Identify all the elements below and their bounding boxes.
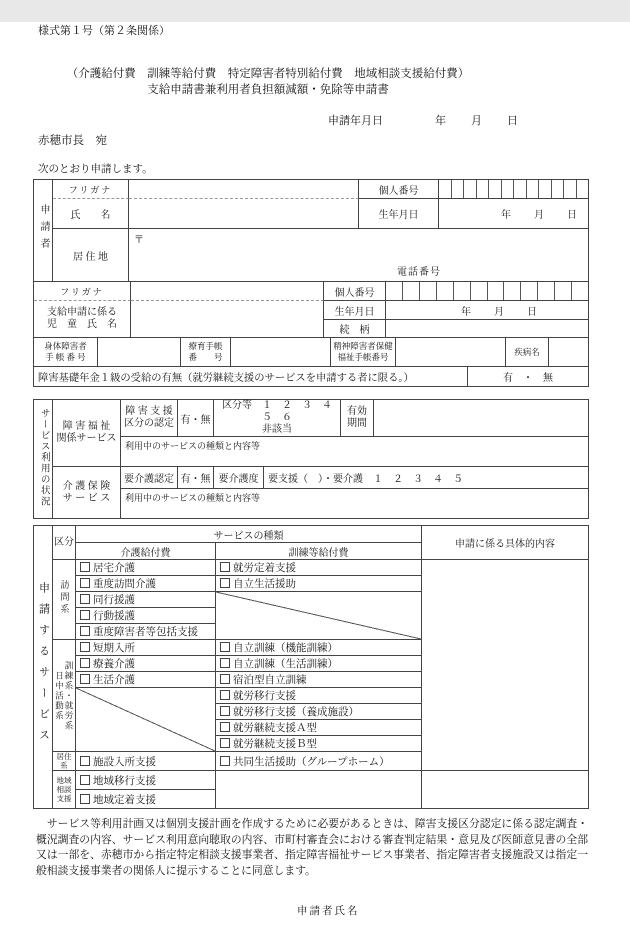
service-item: 地域定着支援	[76, 790, 216, 809]
digit-box[interactable]	[419, 282, 436, 300]
application-date-fields: 年 月 日	[435, 115, 519, 127]
service-item: 短期入所	[76, 640, 216, 656]
applicant-section-label: 申請者	[34, 180, 53, 282]
digit-box[interactable]	[470, 282, 487, 300]
digit-box[interactable]	[453, 282, 470, 300]
form-page	[0, 22, 630, 925]
checkbox-icon[interactable]	[80, 562, 90, 572]
pension-options[interactable]: 有 ・ 無	[468, 367, 589, 387]
child-furigana-label: フリガナ	[34, 282, 131, 301]
digit-box[interactable]	[576, 180, 589, 198]
checkbox-icon[interactable]	[80, 578, 90, 588]
disability-in-use-field[interactable]: 利用中のサービスの種類と内容等	[121, 437, 589, 467]
checkbox-icon[interactable]	[220, 642, 230, 652]
service-item: 就労移行支援（養成施設）	[216, 704, 422, 720]
ryoiku-handbook-field[interactable]	[231, 338, 331, 367]
kaigo-hoken-label: 介 護 保 険 サ ー ビ ス	[53, 467, 121, 519]
validity-period-field[interactable]	[374, 400, 589, 437]
service-item: 重度訪問介護	[76, 576, 216, 592]
digit-box[interactable]	[537, 282, 554, 300]
child-name-label: 支給申請に係る 児 童 氏 名	[34, 301, 131, 338]
service-item: 就労継続支援Ｂ型	[216, 736, 422, 752]
child-name-field[interactable]	[131, 301, 324, 338]
yokaigo-cert-label: 要介護認定	[121, 467, 178, 489]
postal-mark: 〒	[134, 235, 144, 246]
service-item: 居宅介護	[76, 560, 216, 576]
intro-text: 次のとおり申請します。	[38, 164, 153, 175]
applicant-furigana-field[interactable]	[129, 180, 359, 199]
applicant-birth-label: 生年月日	[359, 199, 439, 229]
service-item: 療養介護	[76, 656, 216, 672]
digit-box[interactable]	[503, 282, 520, 300]
checkbox-icon[interactable]	[220, 658, 230, 668]
child-table	[33, 281, 589, 338]
validity-period-label: 有効 期間	[341, 400, 374, 437]
checkbox-icon[interactable]	[80, 642, 90, 652]
yokaigo-cert-options[interactable]: 有・無	[178, 467, 214, 489]
applicant-personal-number-label: 個人番号	[359, 180, 439, 199]
mental-handbook-field[interactable]	[396, 338, 506, 367]
form-title	[33, 66, 503, 98]
pension-question: 障害基礎年金１級の受給の有無（就労継続支援のサービスを申請する者に限る。）	[34, 367, 468, 387]
checkbox-icon[interactable]	[80, 658, 90, 668]
child-personal-number-label: 個人番号	[324, 282, 386, 301]
physical-handbook-label: 身体障害者 手 帳 番 号	[34, 338, 98, 367]
digit-box[interactable]	[554, 282, 571, 300]
applicant-birth-field[interactable]: 年 月 日	[439, 199, 589, 229]
pension-table	[33, 366, 589, 387]
diagonal-blank-cell	[216, 592, 422, 640]
digit-box[interactable]	[571, 282, 588, 300]
digit-box[interactable]	[488, 180, 501, 198]
kaigo-benefit-header: 介護給付費	[76, 543, 216, 560]
yokaigo-level-label: 要介護度	[214, 467, 264, 489]
applicant-address-label: 居 住 地	[53, 229, 129, 282]
kunren-benefit-header: 訓練等給付費	[216, 543, 422, 560]
checkbox-icon[interactable]	[220, 674, 230, 684]
yokaigo-level-options[interactable]: 要支援（ ）・要介護 １ ２ ３ ４ ５	[264, 467, 589, 489]
disease-field[interactable]	[549, 338, 589, 367]
digit-box[interactable]	[551, 180, 564, 198]
service-status-table	[33, 399, 589, 519]
applicant-signature-label: 申請者氏名	[297, 906, 360, 917]
service-item: 自立訓練（生活訓練）	[216, 656, 422, 672]
diagonal-blank-cell	[76, 688, 216, 752]
digit-box[interactable]	[487, 282, 504, 300]
applicant-name-field[interactable]	[129, 199, 359, 229]
child-relation-field[interactable]	[386, 320, 589, 338]
ryoiku-handbook-label: 療育手帳 番 号	[181, 338, 231, 367]
personal-number-boxes[interactable]	[386, 282, 588, 300]
group-nicchu-label: 日中活動系 訓練系・就労系	[53, 640, 76, 752]
physical-handbook-field[interactable]	[98, 338, 181, 367]
phone-label: 電話番号	[397, 267, 441, 278]
service-item: 自立訓練（機能訓練）	[216, 640, 422, 656]
personal-number-boxes[interactable]	[439, 180, 588, 198]
checkbox-icon[interactable]	[220, 578, 230, 588]
consent-paragraph: サービス等利用計画又は個別支援計画を作成するために必要があるときは、障害支援区分認定に係る認定調査・概況調査の内容、サービス利用意向聴取の内容、市町村審査会における審査判定結果・意見及び医師意見書の全部又は一部を、赤穂市から指定特定相談支援事業者、指定障害福祉サービス事業者、指定障害者支援施設又は指定一般相談支援事業者の関係人に提示することに同意します。	[36, 818, 588, 877]
checkbox-icon[interactable]	[220, 722, 230, 732]
digit-box[interactable]	[386, 282, 402, 300]
service-item: 宿泊型自立訓練	[216, 672, 422, 688]
service-item: 地域移行支援	[76, 771, 216, 790]
kaigo-hoken-in-use-field[interactable]: 利用中のサービスの種類と内容等	[121, 489, 589, 519]
checkbox-icon[interactable]	[80, 775, 90, 785]
applicant-name-label: 氏 名	[53, 199, 129, 229]
detail-field-main[interactable]	[422, 560, 589, 771]
applicant-personal-number-field[interactable]	[439, 180, 589, 199]
detail-header: 申請に係る具体的内容	[422, 526, 589, 560]
applicant-furigana-label: フリガナ	[53, 180, 129, 199]
digit-box[interactable]	[436, 282, 453, 300]
applicant-table	[33, 179, 589, 282]
checkbox-icon[interactable]	[220, 690, 230, 700]
service-item: 同行援護	[76, 592, 216, 608]
digit-box[interactable]	[563, 180, 576, 198]
service-item: 重度障害者等包括支援	[76, 624, 216, 640]
form-title-line1: （介護給付費 訓練等給付費 特定障害者特別給付費 地域相談支援給付費）	[66, 68, 470, 80]
service-item: 生活介護	[76, 672, 216, 688]
support-kubun-cert-options[interactable]: 有・無	[178, 400, 214, 437]
child-birth-label: 生年月日	[324, 301, 386, 320]
digit-box[interactable]	[463, 180, 476, 198]
checkbox-icon[interactable]	[80, 674, 90, 684]
checkbox-icon[interactable]	[220, 706, 230, 716]
detail-field-chiiki[interactable]	[422, 771, 589, 809]
digit-box[interactable]	[451, 180, 464, 198]
service-type-header: サービスの種類	[76, 526, 422, 543]
group-homon-label: 訪問系	[53, 560, 76, 640]
service-status-section-label: サービス利用の状況	[34, 400, 53, 519]
handbooks-table	[33, 337, 589, 367]
addressee: 赤穂市長 宛	[38, 135, 107, 147]
checkbox-icon[interactable]	[80, 594, 90, 604]
digit-box[interactable]	[538, 180, 551, 198]
child-furigana-field[interactable]	[131, 282, 324, 301]
checkbox-icon[interactable]	[80, 794, 90, 804]
service-item: 就労移行支援	[216, 688, 422, 704]
service-item: 行動援護	[76, 608, 216, 624]
checkbox-icon[interactable]	[80, 610, 90, 620]
support-kubun-cert-label: 障 害 支 援 区分の認定	[121, 400, 178, 437]
disease-label: 疾病名	[506, 338, 549, 367]
service-item: 自立生活援助	[216, 576, 422, 592]
service-item: 就労定着支援	[216, 560, 422, 576]
digit-box[interactable]	[439, 180, 451, 198]
digit-box[interactable]	[501, 180, 514, 198]
checkbox-icon[interactable]	[220, 562, 230, 572]
checkbox-icon[interactable]	[80, 626, 90, 636]
digit-box[interactable]	[513, 180, 526, 198]
blank-cell	[216, 771, 422, 809]
mental-handbook-label: 精神障害者保健 福祉手帳番号	[331, 338, 396, 367]
application-date-line	[328, 112, 630, 128]
child-relation-label: 続 柄	[324, 320, 386, 338]
service-item: 就労継続支援Ａ型	[216, 720, 422, 736]
checkbox-icon[interactable]	[220, 738, 230, 748]
group-chiiki-label: 地域相談支援	[53, 771, 76, 809]
services-table	[33, 525, 589, 809]
checkbox-icon[interactable]	[220, 756, 230, 766]
child-personal-number-field[interactable]	[386, 282, 589, 301]
applicant-address-field[interactable]	[129, 229, 589, 282]
service-item: 共同生活援助（グループホーム）	[216, 752, 422, 771]
kubun-header: 区分	[53, 526, 76, 560]
kubun-options[interactable]: 区分等 １ ２ ３ ４ ５ ６ 非該当	[214, 400, 341, 437]
application-date-label: 申請年月日	[328, 115, 383, 127]
disability-service-label: 障 害 福 祉 関係サービス	[53, 400, 121, 467]
group-kyoju-label: 居住系	[53, 752, 76, 771]
apply-services-section-label: 申請するサービス	[34, 526, 53, 809]
form-code: 様式第１号（第２条関係）	[38, 25, 170, 37]
form-title-line2: 支給申請書兼利用者負担額減額・免除等申請書	[147, 84, 389, 96]
digit-box[interactable]	[526, 180, 539, 198]
digit-box[interactable]	[520, 282, 537, 300]
digit-box[interactable]	[476, 180, 489, 198]
service-item: 施設入所支援	[76, 752, 216, 771]
digit-box[interactable]	[402, 282, 419, 300]
child-birth-field[interactable]: 年 月 日	[386, 301, 589, 320]
checkbox-icon[interactable]	[80, 756, 90, 766]
